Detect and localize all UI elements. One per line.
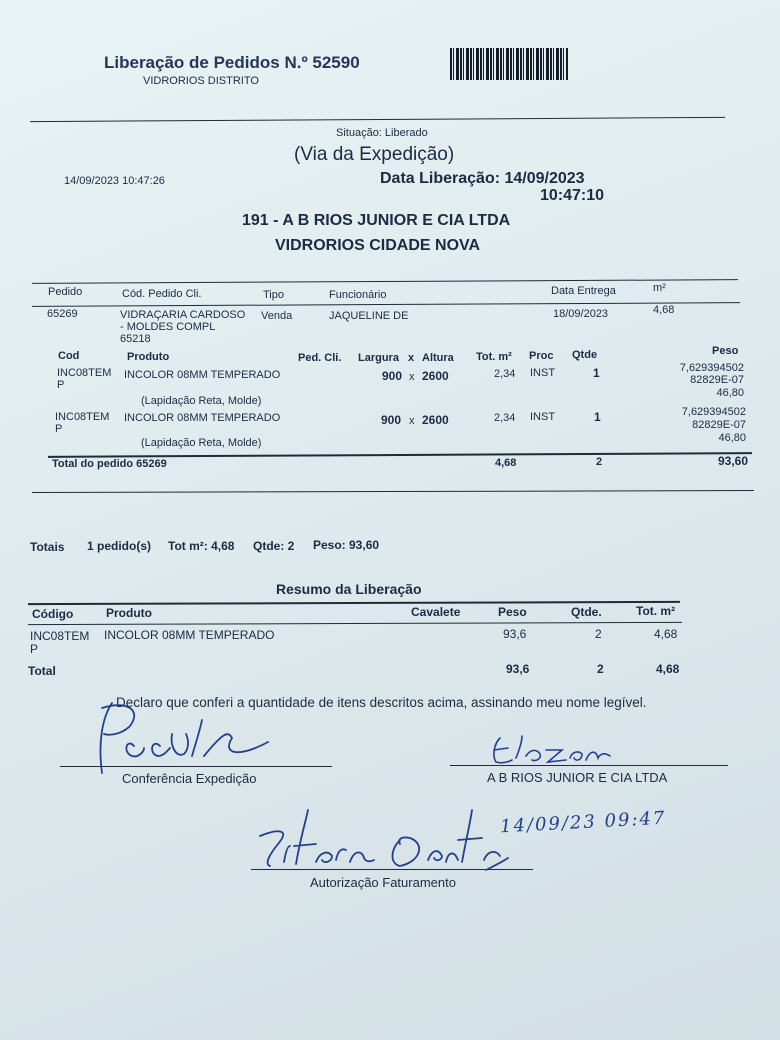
item-header-altura: Altura (422, 352, 454, 364)
item-obs: (Lapidação Reta, Molde) (141, 437, 262, 449)
totals-peso: Peso: 93,60 (313, 538, 380, 552)
item-cod-line2: P (57, 379, 65, 391)
item-header-tot-m2: Tot. m² (476, 351, 512, 363)
order-pedido: 65269 (47, 308, 78, 320)
order-data-entrega: 18/09/2023 (553, 308, 609, 320)
resumo-total-tot-m2: 4,68 (656, 662, 680, 676)
item-proc: INST (530, 367, 556, 379)
item-altura: 2600 (422, 369, 449, 383)
signature-stroke (100, 703, 268, 773)
item-header-proc: Proc (529, 350, 554, 362)
item-peso-line2: 82829E-07 (692, 419, 746, 431)
divider (32, 279, 738, 284)
item-qtde: 1 (594, 410, 601, 424)
resumo-total-label: Total (28, 664, 56, 678)
item-peso-line3: 46,80 (718, 432, 746, 444)
signature-stroke (494, 736, 610, 763)
order-cliente-line2: - MOLDES COMPL (120, 321, 216, 333)
order-total-label: Total do pedido 65269 (52, 458, 167, 470)
divider (28, 622, 682, 625)
item-peso-line3: 46,80 (716, 387, 744, 399)
document-title: Liberação de Pedidos N.º 52590 (104, 53, 360, 72)
barcode (450, 48, 568, 80)
resumo-qtde: 2 (595, 627, 602, 641)
item-header-qtde: Qtde (572, 349, 598, 361)
item-peso-line1: 7,629394502 (679, 362, 744, 374)
item-tot-m2: 2,34 (494, 368, 516, 380)
resumo-peso: 93,6 (503, 627, 527, 641)
order-tipo: Venda (261, 310, 293, 322)
totals-label: Totais (30, 540, 65, 554)
signature-conferencia (72, 698, 282, 778)
data-liberacao: Data Liberação: 14/09/2023 (380, 170, 585, 187)
col-header-m2: m² (653, 282, 666, 294)
col-header-pedido: Pedido (48, 286, 83, 298)
order-cliente-line3: 65218 (120, 333, 151, 345)
resumo-tot-m2: 4,68 (654, 627, 678, 641)
via-label: (Via da Expedição) (294, 144, 455, 165)
conferencia-label: Conferência Expedição (122, 771, 257, 786)
store-name: VIDRORIOS CIDADE NOVA (275, 237, 481, 254)
order-total-qtde: 2 (596, 456, 603, 468)
item-peso-line1: 7,629394502 (681, 406, 746, 418)
item-cod-line1: INC08TEM (57, 367, 112, 379)
item-header-produto: Produto (127, 351, 170, 363)
order-cliente-line1: VIDRAÇARIA CARDOSO (120, 309, 246, 321)
cliente-label: A B RIOS JUNIOR E CIA LTDA (487, 770, 668, 785)
col-header-data-entrega: Data Entrega (551, 285, 616, 297)
resumo-codigo-line2: P (30, 642, 39, 656)
signature-cliente (486, 732, 616, 768)
totals-tot-m2: Tot m²: 4,68 (168, 539, 235, 553)
col-header-cod-pedido: Cód. Pedido Cli. (122, 288, 202, 300)
divider (32, 490, 754, 493)
autorizacao-label: Autorização Faturamento (310, 875, 456, 890)
order-m2: 4,68 (653, 304, 675, 316)
handwritten-date: 14/09/23 09:47 (499, 807, 667, 838)
resumo-header-tot-m2: Tot. m² (636, 604, 676, 618)
item-x: x (409, 371, 415, 383)
item-largura: 900 (381, 413, 402, 427)
col-header-tipo: Tipo (263, 289, 284, 301)
item-largura: 900 (382, 369, 403, 383)
item-peso-line2: 82829E-07 (690, 374, 744, 386)
print-timestamp: 14/09/2023 10:47:26 (64, 175, 165, 187)
order-total-m2: 4,68 (495, 457, 517, 469)
item-produto: INCOLOR 08MM TEMPERADO (124, 412, 281, 424)
resumo-header-peso: Peso (498, 605, 527, 619)
situacao-label: Situação: Liberado (336, 127, 428, 139)
resumo-title: Resumo da Liberação (276, 581, 422, 597)
item-header-peso: Peso (712, 345, 739, 357)
item-proc: INST (530, 411, 556, 423)
item-altura: 2600 (422, 413, 449, 427)
divider (48, 452, 752, 458)
resumo-header-cavalete: Cavalete (411, 605, 461, 619)
company-name: VIDRORIOS DISTRITO (143, 75, 259, 87)
resumo-total-peso: 93,6 (506, 662, 530, 676)
resumo-header-codigo: Código (32, 607, 74, 621)
client-name: 191 - A B RIOS JUNIOR E CIA LTDA (242, 212, 511, 229)
item-obs: (Lapidação Reta, Molde) (141, 395, 262, 407)
order-funcionario: JAQUELINE DE (329, 310, 409, 322)
hora-liberacao: 10:47:10 (540, 187, 605, 204)
item-qtde: 1 (593, 366, 600, 380)
divider (30, 117, 725, 122)
resumo-total-qtde: 2 (597, 662, 604, 676)
item-header-cod: Cod (58, 350, 80, 362)
item-header-x: x (408, 352, 415, 364)
declaration-text: Declaro que conferi a quantidade de itens descritos acima, assinando meu nome legível. (116, 695, 647, 710)
item-cod-line2: P (55, 423, 63, 435)
resumo-header-produto: Produto (106, 606, 152, 620)
item-header-ped-cli: Ped. Cli. (298, 352, 342, 364)
totals-pedidos: 1 pedido(s) (87, 539, 152, 553)
item-cod-line1: INC08TEM (55, 411, 110, 423)
signature-autorizacao (250, 800, 510, 880)
signature-stroke (260, 810, 508, 870)
col-header-funcionario: Funcionário (329, 289, 387, 301)
order-total-peso: 93,60 (718, 454, 749, 468)
resumo-produto: INCOLOR 08MM TEMPERADO (104, 628, 275, 642)
totals-qtde: Qtde: 2 (253, 539, 295, 553)
item-x: x (409, 415, 415, 427)
item-header-largura: Largura (358, 352, 399, 364)
divider (32, 302, 740, 307)
resumo-header-qtde: Qtde. (571, 605, 602, 619)
resumo-codigo-line1: INC08TEM (30, 629, 90, 643)
item-produto: INCOLOR 08MM TEMPERADO (124, 369, 281, 381)
item-tot-m2: 2,34 (494, 412, 516, 424)
